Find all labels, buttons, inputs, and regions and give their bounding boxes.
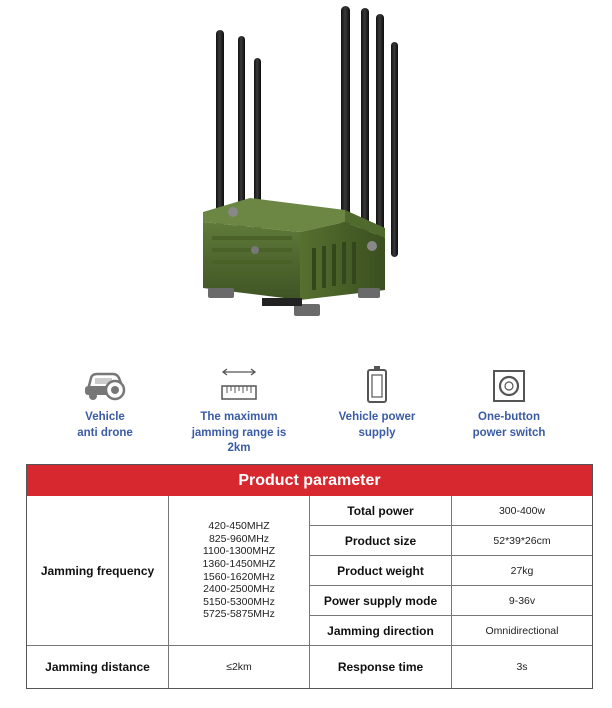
product-size-label: Product size [310, 526, 452, 556]
feature-vehicle-power-supply [312, 356, 442, 441]
jammer-box [203, 198, 385, 316]
frequency-band: 1360-1450MHZ [202, 557, 276, 570]
battery-icon [365, 364, 389, 404]
product-weight-label: Product weight [310, 556, 452, 586]
feature-power-switch [444, 356, 574, 441]
jamming-direction-value: Omnidirectional [452, 616, 592, 646]
feature-caption: Vehicle power supply [338, 411, 416, 439]
feature-caption: Vehicle anti drone [77, 411, 133, 439]
frequency-band: 5150-5300MHz [203, 595, 275, 608]
frequency-band: 5725-5875MHz [203, 608, 275, 621]
jamming-direction-label: Jamming direction [310, 616, 452, 646]
jamming-frequency-label: Jamming frequency [27, 496, 169, 646]
feature-caption: The maximum jamming range is 2km [191, 411, 287, 454]
power-supply-mode-value: 9-36v [452, 586, 592, 616]
frequency-band: 825-960MHz [208, 532, 270, 545]
power-supply-mode-label: Power supply mode [310, 586, 452, 616]
response-time-value: 3s [516, 661, 528, 673]
response-time-label: Response time [310, 646, 452, 688]
feature-jamming-range [174, 356, 304, 457]
total-power-label: Total power [310, 496, 452, 526]
frequency-band: 1560-1620MHz [203, 570, 275, 583]
ruler-range-icon [219, 366, 259, 404]
product-size-value: 52*39*26cm [452, 526, 592, 556]
frequency-band: 2400-2500MHz [203, 583, 275, 596]
feature-caption: One-button power switch [472, 411, 546, 439]
frequency-list [169, 496, 310, 646]
frequency-band: 1100-1300MHZ [202, 545, 276, 558]
table-title: Product parameter [27, 465, 592, 496]
jamming-distance-label: Jamming distance [27, 646, 169, 688]
power-switch-icon [491, 368, 527, 404]
frequency-band: 420-450MHZ [208, 520, 270, 533]
product-parameter-table [26, 464, 593, 689]
product-image [0, 0, 612, 340]
feature-vehicle-anti-drone [40, 356, 170, 441]
total-power-value: 300-400w [452, 496, 592, 526]
product-weight-value: 27kg [452, 556, 592, 586]
jamming-distance-value: ≤2km [169, 646, 310, 688]
car-drone-icon [82, 364, 128, 404]
